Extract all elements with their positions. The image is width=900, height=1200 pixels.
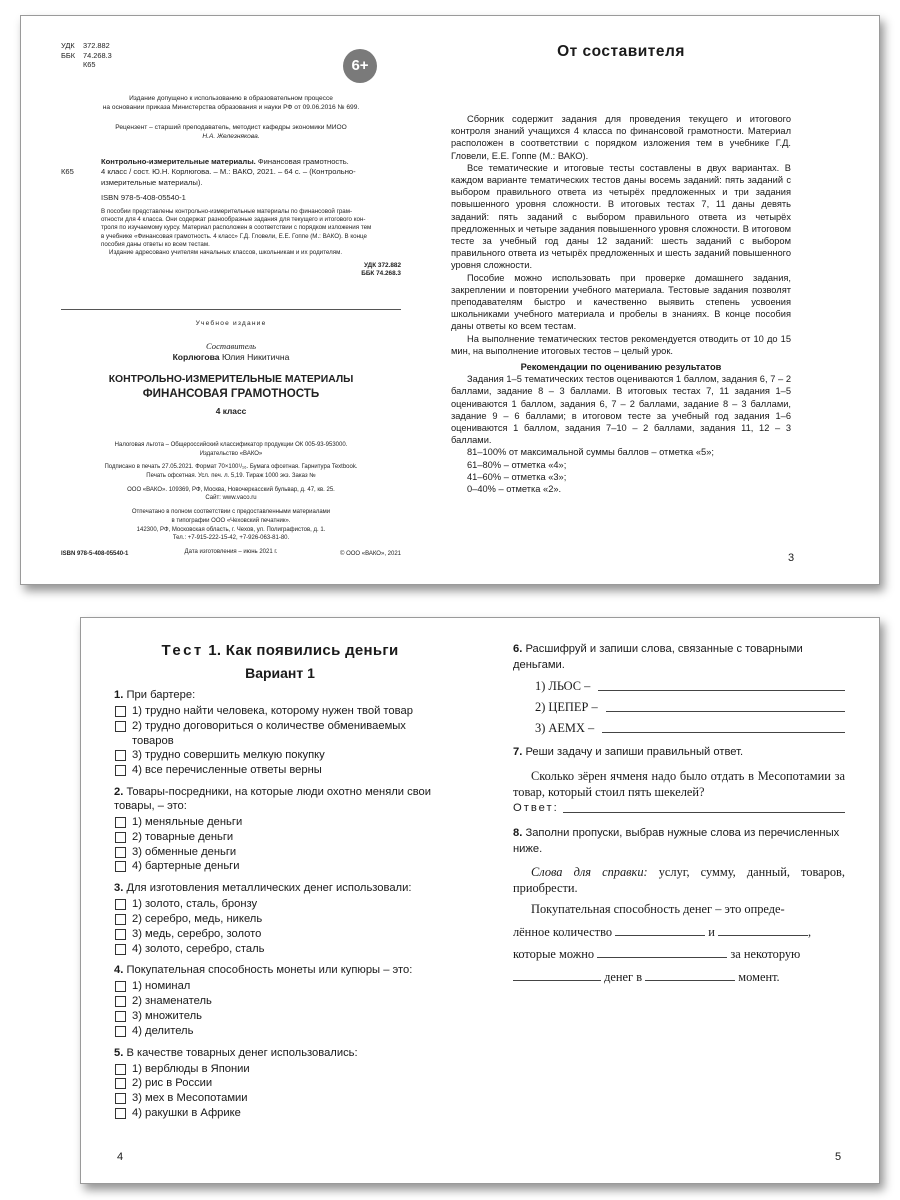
score-line: 0–40% – отметка «2». bbox=[467, 484, 562, 495]
option-label: 2) знаменатель bbox=[132, 995, 212, 1008]
answer-checkbox[interactable] bbox=[115, 765, 126, 776]
answer-option[interactable] bbox=[114, 1076, 446, 1091]
permission-line: Издание допущено к использованию в образовательном процессе bbox=[129, 95, 333, 102]
compiler-given-name: Юлия Никитична bbox=[219, 351, 290, 362]
answer-option[interactable] bbox=[114, 942, 446, 957]
answer-checkbox[interactable] bbox=[115, 706, 126, 717]
question-text: Товары-посредники, на которые люди охотно меняли свои товары, – это: bbox=[114, 785, 432, 812]
fill-row bbox=[513, 924, 845, 941]
author-mark: К65 bbox=[83, 60, 96, 70]
udk-code: 372.882 bbox=[83, 41, 110, 50]
hint-label: Слова для справки: bbox=[531, 865, 648, 879]
annotation-line: Издание адресовано учителям начальных классов, школьникам и их родителям. bbox=[109, 248, 343, 256]
score-line: 41–60% – отметка «3»; bbox=[467, 471, 567, 482]
preface-paragraph: Все тематические и итоговые тесты составлены в двух вариантах. В каждом варианте тематических тестов даны восемь заданий: пять заданий с выбором правильного ответа из четырёх предложенных и три задания повышенного уровня сложности. В итоговых тестах 7, 11 даны девять заданий: пять заданий с выбором правильного ответа из четырёх предложенных и четыре задания повышенного уровня сложности. В итоговом тесте за учебный год даны 12 заданий: шесть заданий с выбором правильного ответа из четырёх предложенных и шесть заданий повышенного уровня сложности. bbox=[451, 162, 791, 271]
biblio-title-bold: Контрольно-измерительные материалы. bbox=[101, 157, 256, 166]
answer-label: Ответ: bbox=[513, 801, 559, 814]
answer-option[interactable] bbox=[114, 704, 446, 719]
isbn-line: ISBN 978-5-408-05540-1 bbox=[101, 192, 186, 202]
fill-text: денег в bbox=[604, 969, 643, 984]
production-info bbox=[61, 441, 401, 557]
question-1 bbox=[114, 688, 446, 778]
fill-text: , bbox=[808, 924, 812, 939]
printer-line: Отпечатано в полном соответствии с предоставленными материалами bbox=[131, 509, 331, 516]
udk-right: УДК 372.882 bbox=[364, 262, 401, 270]
question-8 bbox=[513, 826, 845, 985]
answer-option[interactable] bbox=[114, 1062, 446, 1077]
answer-option[interactable] bbox=[114, 1091, 446, 1106]
grade-label: 4 класс bbox=[215, 406, 247, 417]
compiler-label: Составитель bbox=[205, 340, 256, 351]
option-label: 2) трудно договориться о количестве обмениваемых товаров bbox=[132, 719, 406, 747]
answer-checkbox[interactable] bbox=[115, 1093, 126, 1104]
publisher-line: Сайт: www.vaco.ru bbox=[205, 495, 257, 502]
book-title-line2: ФИНАНСОВАЯ ГРАМОТНОСТЬ bbox=[142, 387, 320, 401]
preface-paragraph: Задания 1–5 тематических тестов оцениваются 1 баллом, задания 6, 7 – 2 баллами, задание 8 – 3 баллами. В итоговых тестах 7, 11 задания 1–5 оцениваются 1 баллом, задания 6, 7 – 2 баллами, задание 8 – 3 баллами, задание 9 – 6 баллами; в итоговом тесте за учебный год задания 1–6 оцениваются 1 баллом, задания 7–10 – 2 баллами, задания 11, 12 – 3 баллами. bbox=[451, 374, 791, 446]
answer-checkbox[interactable] bbox=[115, 817, 126, 828]
variant-label: Вариант 1 bbox=[245, 665, 315, 681]
question-number: 6. bbox=[513, 643, 523, 655]
top-spread bbox=[20, 15, 880, 585]
age-rating-badge: 6+ bbox=[343, 49, 377, 83]
question-number: 8. bbox=[513, 827, 523, 839]
answer-option[interactable] bbox=[114, 845, 446, 860]
question-3 bbox=[114, 881, 446, 956]
print-line: Подписано в печать 27.05.2021. Формат 70×100¹/₁₆. Бумага офсетная. Гарнитура Textbook. bbox=[104, 464, 358, 471]
page-number: 4 bbox=[117, 1151, 124, 1163]
answer-checkbox[interactable] bbox=[115, 847, 126, 858]
question-text: Покупательная способность монеты или купюры – это: bbox=[126, 964, 413, 977]
preface-body bbox=[451, 113, 791, 495]
page-number: 3 bbox=[788, 552, 795, 564]
biblio-line: измерительные материалы). bbox=[101, 177, 203, 187]
reviewer-note bbox=[61, 124, 401, 141]
option-label: 2) товарные деньги bbox=[132, 830, 234, 843]
task-text: Сколько зёрен ячменя надо было отдать в Месопотамии за товар, который стоил пять шекелей? bbox=[513, 768, 845, 799]
answer-option[interactable] bbox=[114, 927, 446, 942]
decode-item bbox=[513, 698, 845, 715]
blank-field[interactable] bbox=[645, 969, 735, 981]
answer-checkbox[interactable] bbox=[115, 832, 126, 843]
fill-sentence: Покупательная способность денег – это опреде- bbox=[531, 902, 785, 916]
option-label: 3) медь, серебро, золото bbox=[132, 927, 262, 940]
annotation bbox=[61, 208, 401, 257]
question-number: 4. bbox=[114, 964, 124, 977]
answer-option[interactable] bbox=[114, 815, 446, 830]
option-label: 1) номинал bbox=[132, 980, 191, 993]
question-text: Реши задачу и запиши правильный ответ. bbox=[525, 746, 744, 758]
option-label: 1) трудно найти человека, которому нужен твой товар bbox=[132, 705, 413, 717]
option-label: 2) серебро, медь, никель bbox=[132, 912, 263, 925]
test-title-rest: 1. Как появились деньги bbox=[208, 642, 399, 659]
question-text: Расшифруй и запиши слова, связанные с товарными деньгами. bbox=[513, 643, 803, 671]
annotation-line: отности для 4 класса. Они содержат разнообразные задания для текущего и итогового кон- bbox=[101, 216, 366, 224]
option-label: 1) золото, сталь, бронзу bbox=[132, 898, 258, 911]
option-label: 3) обменные деньги bbox=[132, 845, 237, 858]
answer-checkbox[interactable] bbox=[115, 1078, 126, 1089]
compiler-surname: Корлюгова bbox=[172, 351, 220, 362]
reviewer-line: Рецензент – старший преподаватель, методист кафедры экономики МИОО bbox=[115, 124, 347, 131]
answer-checkbox[interactable] bbox=[115, 914, 126, 925]
preface-paragraph: Пособие можно использовать при проверке домашнего задания, закреплении и повторении учебного материала. Тестовые задания позволят преподавателям быстро и качественно выявить степень усвоения школьниками учебного материала и пробелы в знаниях. В конце пособия даны ответы ко всем тестам. bbox=[451, 272, 791, 332]
answer-option[interactable] bbox=[114, 912, 446, 927]
option-label: 4) все перечисленные ответы верны bbox=[132, 764, 322, 777]
answer-option[interactable] bbox=[114, 1009, 446, 1024]
test-page-right bbox=[513, 642, 845, 985]
question-text: В качестве товарных денег использовались: bbox=[126, 1046, 358, 1059]
answer-option[interactable] bbox=[114, 897, 446, 912]
option-label: 4) делитель bbox=[132, 1024, 194, 1037]
score-line: 81–100% от максимальной суммы баллов – отметка «5»; bbox=[467, 447, 714, 458]
question-number: 1. bbox=[114, 689, 124, 701]
question-7 bbox=[513, 745, 845, 816]
blank-field[interactable] bbox=[615, 924, 705, 936]
answer-line[interactable] bbox=[606, 711, 845, 712]
answer-checkbox[interactable] bbox=[115, 750, 126, 761]
biblio-title-rest: Финансовая грамотность. bbox=[255, 157, 349, 166]
fill-text: которые можно bbox=[513, 947, 595, 961]
udk-label: УДК bbox=[61, 41, 75, 50]
test-title bbox=[114, 642, 446, 659]
bottom-spread bbox=[80, 617, 880, 1184]
answer-checkbox[interactable] bbox=[115, 1064, 126, 1075]
bbk-code: 74.268.3 bbox=[83, 50, 112, 60]
preface-title: От составителя bbox=[557, 43, 685, 60]
annotation-line: троля по изучаемому курсу. Материал расположен в соответствии с порядком изложения тем bbox=[101, 224, 372, 232]
question-5 bbox=[114, 1046, 446, 1121]
answer-line[interactable] bbox=[602, 732, 845, 733]
option-label: 3) мех в Месопотамии bbox=[132, 1092, 248, 1105]
tax-line: Налоговая льгота – Общероссийский классификатор продукции ОК 005-93-953000. bbox=[114, 442, 348, 448]
print-line: Печать офсетная. Усл. печ. л. 5,19. Тираж 1000 экз. Заказ № bbox=[146, 473, 316, 480]
recommendations-title: Рекомендации по оцениванию результатов bbox=[520, 362, 722, 373]
classification-codes bbox=[61, 41, 112, 70]
question-6 bbox=[513, 642, 845, 736]
biblio-author-mark: К65 bbox=[61, 167, 74, 177]
fill-text: за некоторую bbox=[730, 947, 801, 961]
permission-note bbox=[61, 95, 401, 112]
answer-checkbox[interactable] bbox=[115, 929, 126, 940]
answer-option[interactable] bbox=[114, 859, 446, 874]
answer-option[interactable] bbox=[114, 1106, 446, 1121]
answer-option[interactable] bbox=[114, 719, 446, 749]
option-label: 3) множитель bbox=[132, 1009, 202, 1022]
bibliographic-record bbox=[61, 157, 401, 279]
fill-text: и bbox=[708, 924, 715, 939]
answer-option[interactable] bbox=[114, 1024, 446, 1039]
answer-checkbox[interactable] bbox=[115, 721, 126, 732]
copyright: © ООО «ВАКО», 2021 bbox=[339, 551, 401, 557]
bbk-right: ББК 74.268.3 bbox=[361, 270, 401, 278]
answer-checkbox[interactable] bbox=[115, 861, 126, 872]
option-label: 1) верблюды в Японии bbox=[132, 1062, 250, 1075]
printer-line: в типографии ООО «Чеховский печатник». bbox=[171, 517, 291, 524]
divider bbox=[61, 309, 401, 310]
permission-line: на основании приказа Министерства образования и науки РФ от 09.06.2016 № 699. bbox=[102, 103, 360, 111]
decode-word: 1) ЛЬОС – bbox=[535, 678, 591, 693]
decode-item bbox=[513, 719, 845, 736]
biblio-line: 4 класс / сост. Ю.Н. Корлюгова. – М.: ВАКО, 2021. – 64 с. – (Контрольно- bbox=[101, 167, 356, 177]
page-number: 5 bbox=[835, 1151, 842, 1163]
question-text: Заполни пропуски, выбрав нужные слова из перечисленных ниже. bbox=[513, 827, 840, 855]
question-text: При бартере: bbox=[126, 689, 196, 701]
answer-checkbox[interactable] bbox=[115, 1108, 126, 1119]
answer-line[interactable] bbox=[598, 690, 845, 691]
answer-option[interactable] bbox=[114, 994, 446, 1009]
decode-item bbox=[513, 677, 845, 694]
question-4 bbox=[114, 963, 446, 1038]
annotation-line: пособия даны ответы ко всем тестам. bbox=[101, 240, 210, 248]
fill-text: лённое количество bbox=[513, 924, 613, 939]
bbk-label: ББК bbox=[61, 50, 76, 60]
book-title-line1: КОНТРОЛЬНО-ИЗМЕРИТЕЛЬНЫЕ МАТЕРИАЛЫ bbox=[108, 373, 354, 385]
test-title-word: Тест bbox=[161, 642, 204, 659]
answer-checkbox[interactable] bbox=[115, 981, 126, 992]
answer-checkbox[interactable] bbox=[115, 944, 126, 955]
option-label: 4) ракушки в Африке bbox=[132, 1106, 241, 1119]
fill-text: момент. bbox=[738, 969, 780, 984]
answer-checkbox[interactable] bbox=[115, 1026, 126, 1037]
fill-row bbox=[513, 969, 845, 986]
question-text: Для изготовления металлических денег использовали: bbox=[126, 882, 412, 895]
question-2 bbox=[114, 785, 446, 874]
question-number: 2. bbox=[114, 785, 124, 798]
decode-word: 3) АЕМХ – bbox=[535, 720, 595, 735]
option-label: 4) бартерные деньги bbox=[132, 860, 240, 873]
reviewer-name: Н.А. Железнякова. bbox=[202, 132, 260, 140]
preface-page bbox=[451, 41, 791, 495]
answer-checkbox[interactable] bbox=[115, 1011, 126, 1022]
question-number: 3. bbox=[114, 882, 124, 895]
blank-field[interactable] bbox=[513, 969, 601, 981]
preface-paragraph: Сборник содержит задания для проведения текущего и итогового контроля знаний учащихся 4 класса по финансовой грамотности. Материал расположен в соответствии с порядком изложения тем в учебнике Г.Д. Гловели, Е.Е. Гоппе (М.: ВАКО). bbox=[451, 114, 791, 161]
answer-option[interactable] bbox=[114, 748, 446, 763]
question-number: 7. bbox=[513, 746, 523, 758]
blank-field[interactable] bbox=[597, 946, 727, 958]
printer-line: Тел.: +7-915-222-15-42, +7-926-063-81-80. bbox=[172, 535, 290, 542]
hint-words: услуг, сумму, данный, товаров, приобрести. bbox=[513, 865, 845, 895]
tax-line: Издательство «ВАКО» bbox=[199, 450, 263, 457]
edition-type: Учебное издание bbox=[195, 320, 267, 327]
option-label: 2) рис в России bbox=[132, 1077, 213, 1090]
publisher-line: ООО «ВАКО». 109369, РФ, Москва, Новочеркасский бульвар, д. 47, кв. 25. bbox=[127, 486, 335, 493]
preface-paragraph: На выполнение тематических тестов рекомендуется отводить от 10 до 15 мин, на выполнение итоговых тестов – целый урок. bbox=[451, 333, 791, 356]
option-label: 1) меняльные деньги bbox=[132, 815, 243, 828]
option-label: 4) золото, серебро, сталь bbox=[132, 942, 265, 955]
option-label: 3) трудно совершить мелкую покупку bbox=[132, 749, 325, 762]
answer-checkbox[interactable] bbox=[115, 996, 126, 1007]
score-line: 61–80% – отметка «4»; bbox=[467, 459, 567, 470]
annotation-line: В пособии представлены контрольно-измерительные материалы по финансовой грам- bbox=[101, 208, 353, 215]
printer-line: 142300, РФ, Московская область, г. Чехов, ул. Полиграфистов, д. 1. bbox=[136, 526, 326, 533]
blank-field[interactable] bbox=[718, 924, 808, 936]
answer-line[interactable] bbox=[563, 812, 845, 813]
answer-checkbox[interactable] bbox=[115, 899, 126, 910]
decode-word: 2) ЦЕПЕР – bbox=[535, 699, 598, 714]
answer-option[interactable] bbox=[114, 979, 446, 994]
test-page-left bbox=[114, 642, 446, 1121]
question-number: 5. bbox=[114, 1046, 124, 1059]
manufacture-date: Дата изготовления – июнь 2021 г. bbox=[184, 548, 278, 555]
answer-option[interactable] bbox=[114, 763, 446, 778]
fill-row bbox=[513, 946, 845, 963]
isbn-footer: ISBN 978-5-408-05540-1 bbox=[61, 551, 129, 557]
edition-block bbox=[61, 320, 401, 417]
annotation-line: в учебнике «Финансовая грамотность. 4 класс» Г.Д. Гловели, Е.Е. Гоппе (М.: ВАКО). В конце bbox=[101, 232, 367, 240]
answer-option[interactable] bbox=[114, 830, 446, 845]
